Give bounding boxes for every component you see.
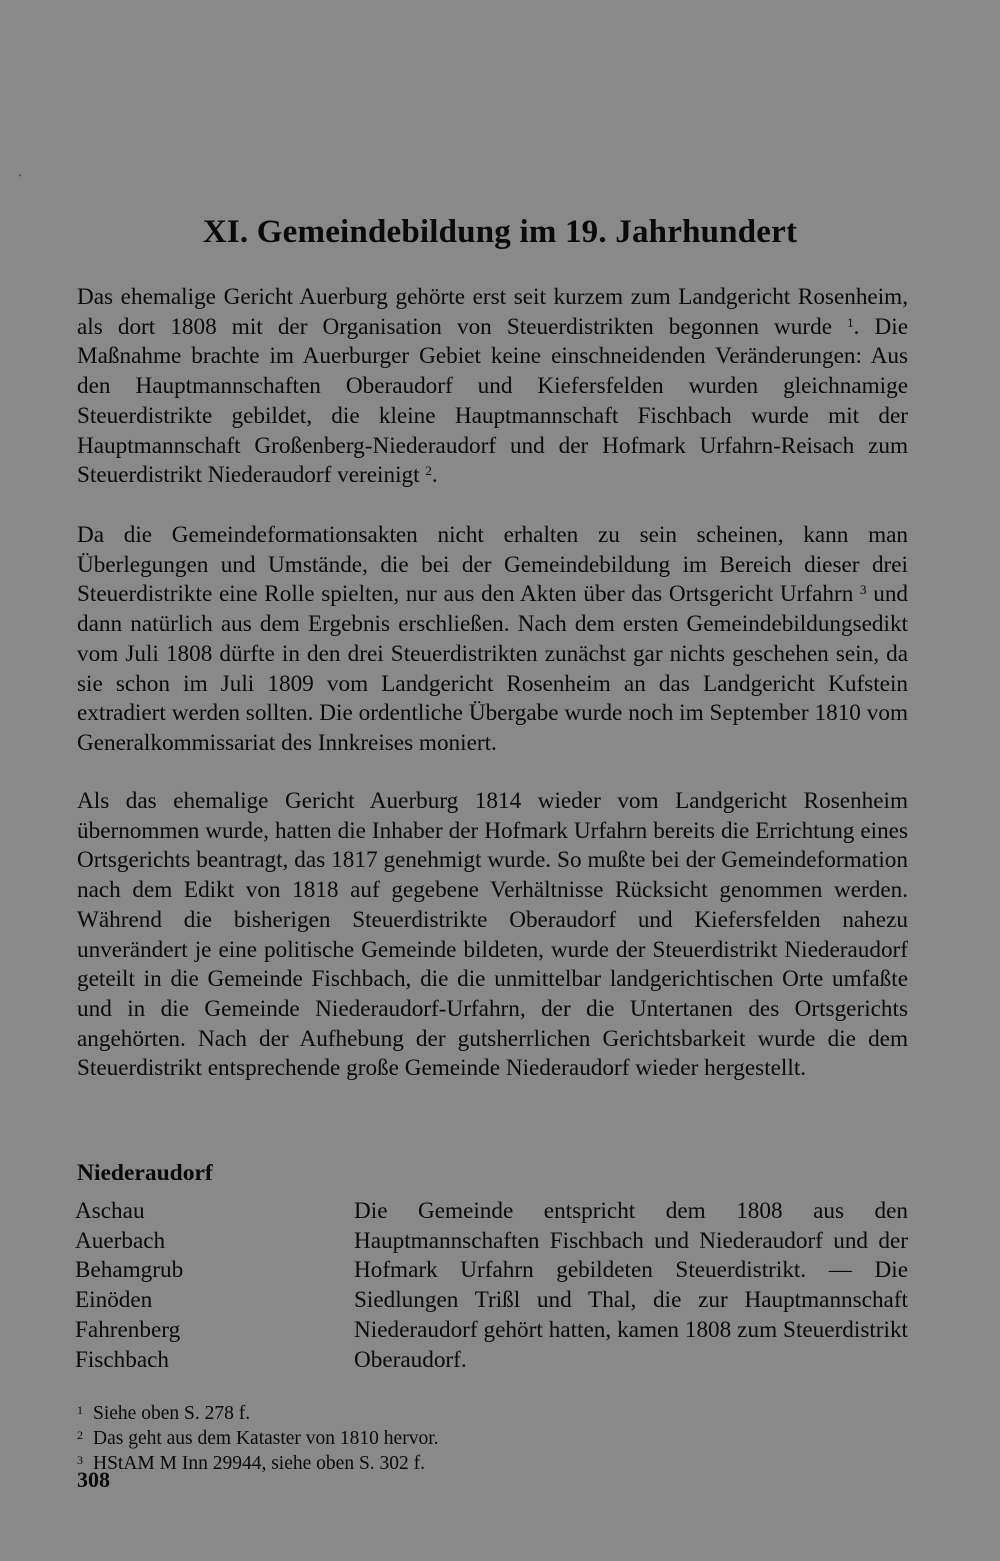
footnote-text: Das geht aus dem Kataster von 1810 hervor.: [93, 1428, 439, 1449]
place-item: Fischbach: [75, 1346, 170, 1373]
paragraph-1-text-after: .: [431, 462, 438, 489]
place-item: Einöden: [75, 1287, 153, 1314]
footnote-number: 1: [77, 1403, 83, 1417]
footnote-ref-1: 1: [847, 314, 854, 330]
place-item: Auerbach: [75, 1227, 166, 1254]
section-heading: Niederaudorf: [77, 1160, 213, 1186]
chapter-title: XI. Gemeindebildung im 19. Jahrhundert: [202, 214, 798, 250]
paragraph-3: Als das ehemalige Gericht Auerburg 1814 wieder vom Landgericht Rosenheim übernommen wurde, hatten die Inhaber der Hofmark Urfahrn bereits die Errichtung eines Ortsgerichts beantragt, das 1817 genehmigt wurde. So mußte bei der Gemeindeformation nach dem Edikt von 1818 auf gegebene Verhältnisse Rücksicht genommen werden. Während die bisherigen Steuerdistrikte Oberaudorf und Kiefersfelden nahezu unverändert je eine politische Gemeinde bildeten, wurde der Steuerdistrikt Niederaudorf geteilt in die Gemeinde Fischbach, die die unmittelbar landgerichtischen Orte umfaßte und in die Gemeinde Niederaudorf-Urfahrn, der die Untertanen des Ortsgerichts angehörten. Nach der Aufhebung der gutsherrlichen Gerichtsbarkeit wurde die dem Steuerdistrikt entsprechende große Gemeinde Niederaudorf wieder hergestellt.: [77, 788, 908, 1082]
paragraph-1: [77, 283, 908, 491]
footnote: [77, 1451, 439, 1476]
place-item: Fahrenberg: [75, 1316, 181, 1343]
paragraph-2-text-after: und dann natürlich aus dem Ergebnis erschließen. Nach dem ersten Gemeindebildungsedikt vom Juli 1808 dürfte in den drei Steuerdistrikten zunächst gar nichts geschehen sein, da sie schon im Juli 1809 vom Landgericht Rosenheim an das Landgericht Kufstein extradiert werden sollten. Die ordentliche Übergabe wurde noch im September 1810 vom Generalkommissariat des Innkreises moniert.: [77, 581, 909, 756]
footnote-ref-3: 3: [860, 582, 867, 598]
paragraph-2-text-before: Da die Gemeindeformationsakten nicht erhalten zu sein scheinen, kann man Überlegungen und Umstände, die bei der Gemeindebildung im Bereich dieser drei Steuerdistrikte eine Rolle spielten, nur aus den Akten über das Ortsgericht Urfahrn: [77, 522, 908, 608]
place-item: Behamgrub: [75, 1257, 184, 1284]
footnote-ref-2: 2: [425, 463, 432, 479]
footnote-number: 2: [77, 1428, 83, 1442]
section-description: Die Gemeinde entspricht dem 1808 aus den Hauptmannschaften Fischbach und Niederaudorf und der Hofmark Urfahrn gebildeten Steuerdistrikt. — Die Siedlungen Trißl und Thal, die zur Hauptmannschaft Niederaudorf gehört hatten, kamen 1808 zum Steuerdistrikt Oberaudorf.: [354, 1198, 908, 1373]
footnote-number: 3: [77, 1453, 83, 1467]
footnotes: [77, 1401, 439, 1476]
footnote: [77, 1401, 439, 1426]
stray-mark: `: [18, 172, 22, 186]
paragraph-2: [77, 521, 908, 759]
paragraph-1-text-before: Das ehemalige Gericht Auerburg gehörte erst seit kurzem zum Landgericht Rosenheim, als dort 1808 mit der Organisation von Steuerdistrikten begonnen wurde: [77, 284, 908, 340]
place-item: Aschau: [75, 1198, 145, 1224]
footnote-text: HStAM M Inn 29944, siehe oben S. 302 f.: [93, 1453, 426, 1474]
footnote: [77, 1426, 439, 1451]
footnote-text: Siehe oben S. 278 f.: [93, 1403, 251, 1424]
paragraph-1-text-middle: . Die Maßnahme brachte im Auerburger Gebiet keine einschneidenden Veränderungen: Aus den Hauptmannschaften Oberaudorf und Kiefersfelden wurden gleichnamige Steuerdistrikte gebildet, die kleine Hauptmannschaft Fischbach wurde mit der Hauptmannschaft Großenberg-Niederaudorf und der Hofmark Urfahrn-Reisach zum Steuerdistrikt Niederaudorf vereinigt: [77, 313, 908, 489]
place-list: [75, 1197, 325, 1375]
page-number: 308: [77, 1467, 110, 1492]
